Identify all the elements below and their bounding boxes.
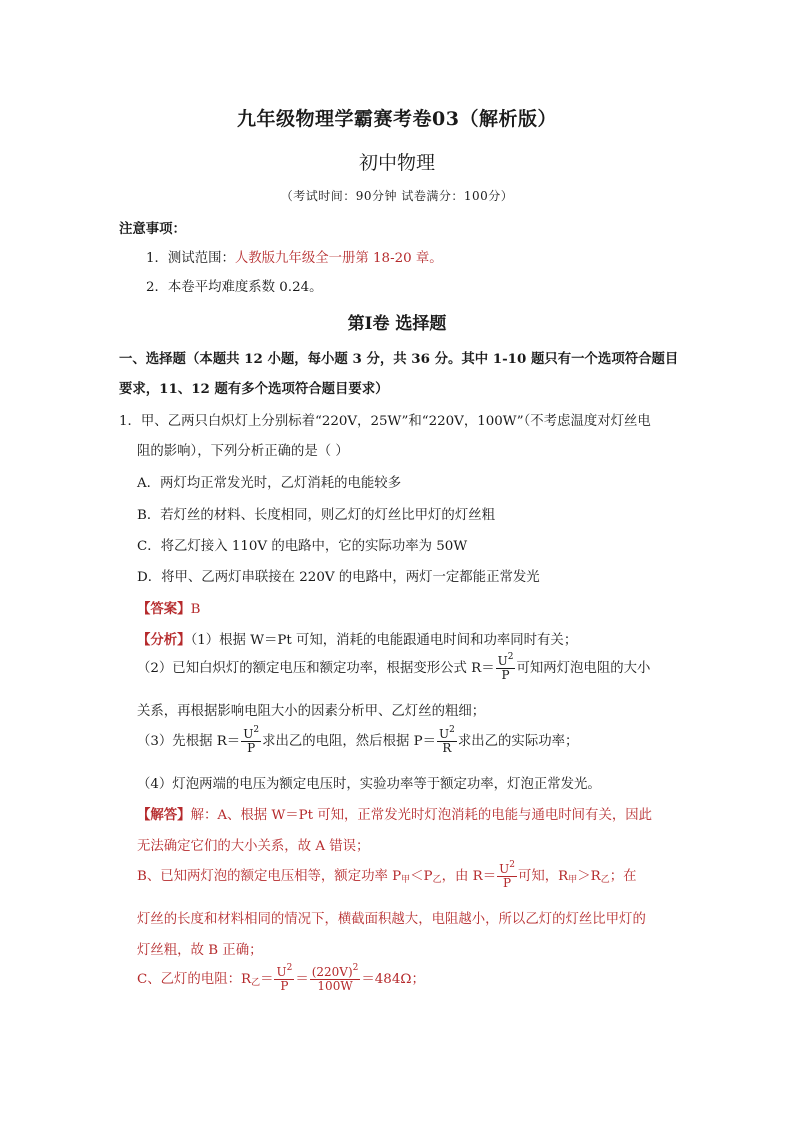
formula-p: P — [247, 741, 256, 755]
analysis-line-2 — [137, 652, 651, 682]
answer-label: 【答案】 — [137, 601, 191, 617]
formula-u: U — [276, 965, 287, 979]
analysis-label: 【分析】 — [137, 632, 191, 648]
notes-item-1-range: 人教版九年级全一册第 18-20 章。 — [234, 251, 443, 266]
subscript-jia: 甲 — [568, 875, 578, 885]
analysis-point-2-post: 可知两灯泡电阻的大小 — [516, 661, 651, 676]
solution-b-pre: B、已知两灯泡的额定电压相等，额定功率 P — [137, 869, 402, 884]
formula-exponent: 2 — [352, 963, 359, 973]
solution-c-denominator: 100W — [317, 979, 353, 993]
analysis-line-1 — [137, 629, 577, 648]
analysis-point-3-pre: （3）先根据 R＝ — [137, 734, 241, 749]
notes-item-1 — [146, 247, 443, 266]
analysis-line-3 — [137, 725, 579, 755]
formula-r-fraction-4 — [274, 963, 294, 993]
formula-r-fraction-2 — [241, 725, 261, 755]
analysis-point-3-post: 求出乙的实际功率； — [457, 734, 579, 749]
formula-exponent: 2 — [449, 725, 455, 735]
solution-c-eq-2: ＝ — [295, 972, 309, 987]
question-1-option-d: D．将甲、乙两灯串联接在 220V 的电路中，两灯一定都能正常发光 — [137, 570, 540, 585]
subscript-yi: 乙 — [600, 875, 610, 885]
solution-c-eq: ＝ — [260, 972, 274, 987]
formula-p: P — [502, 876, 512, 890]
subscript-jia: 甲 — [401, 875, 411, 885]
solution-c-line-1 — [137, 963, 425, 993]
formula-numeric-fraction — [310, 963, 361, 993]
notes-heading: 注意事项： — [119, 221, 186, 237]
formula-p: P — [501, 668, 510, 682]
solution-b-mid: ，由 R＝ — [441, 869, 497, 884]
solution-a-line-1: 解：A、根据 W＝Pt 可知，正常发光时灯泡消耗的电能与通电时间有关，因此 — [190, 808, 653, 823]
section-title: 第Ⅰ卷 选择题 — [347, 314, 447, 334]
formula-exponent: 2 — [253, 725, 260, 735]
formula-p: P — [280, 979, 289, 993]
notes-item-1-prefix: 1．测试范围： — [146, 251, 235, 266]
document-title: 九年级物理学霸赛考卷03（解析版） — [237, 108, 557, 130]
solution-b-gt: ＞R — [577, 869, 601, 884]
formula-u: U — [499, 862, 510, 876]
answer-value: B — [190, 602, 201, 617]
question-1-stem-line-2: 阻的影响），下列分析正确的是（ ） — [137, 444, 349, 459]
analysis-point-2-pre: （2）已知白炽灯的额定电压和额定功率，根据变形公式 R＝ — [137, 661, 495, 676]
formula-r: R — [442, 741, 452, 755]
solution-c-pre: C、乙灯的电阻：R — [137, 972, 252, 987]
solution-line-1 — [137, 804, 652, 823]
solution-c-numerator: (220V) — [311, 965, 353, 979]
section-intro-line-1: 一、选择题（本题共 12 小题，每小题 3 分，共 36 分。其中 1-10 题只有一个选项符合题目 — [119, 351, 679, 367]
document-subtitle: 初中物理 — [358, 152, 435, 174]
section-intro-line-2: 要求，11、12 题有多个选项符合题目要求） — [119, 381, 389, 397]
analysis-line-2-continued: 关系，再根据影响电阻大小的因素分析甲、乙灯丝的粗细； — [137, 704, 486, 719]
formula-exponent: 2 — [286, 963, 293, 973]
solution-b-line-3: 灯丝粗，故 B 正确； — [137, 943, 263, 958]
question-1-option-a: A．两灯均正常发光时，乙灯消耗的电能较多 — [137, 476, 402, 491]
formula-p-fraction — [437, 725, 457, 755]
subscript-yi: 乙 — [432, 875, 442, 885]
formula-exponent: 2 — [507, 652, 514, 662]
formula-r-fraction — [496, 652, 516, 682]
exam-info: （考试时间：90分钟 试卷满分：100分） — [280, 189, 514, 203]
question-1-option-b: B．若灯丝的材料、长度相同，则乙灯的灯丝比甲灯的灯丝粗 — [137, 508, 495, 523]
solution-a-line-2: 无法确定它们的大小关系，故 A 错误； — [137, 839, 370, 854]
solution-b-line-2: 灯丝的长度和材料相同的情况下，横截面积越大，电阻越小，所以乙灯的灯丝比甲灯的 — [137, 912, 646, 927]
formula-exponent: 2 — [509, 860, 515, 870]
question-1-option-c: C．将乙灯接入 110V 的电路中，它的实际功率为 50W — [137, 539, 468, 554]
analysis-point-3-mid: 求出乙的电阻，然后根据 P＝ — [262, 734, 437, 749]
solution-b-lt: ＜P — [410, 869, 433, 884]
solution-b-line-1 — [137, 860, 637, 890]
formula-u: U — [243, 727, 254, 741]
solution-c-result: ＝484Ω； — [361, 972, 425, 987]
solution-b-knows: 可知，R — [517, 869, 569, 884]
solution-label: 【解答】 — [137, 807, 191, 823]
question-1-stem-line-1: 1．甲、乙两只白炽灯上分别标着“220V，25W”和“220V，100W”（不考虑温度对灯丝电 — [119, 414, 651, 429]
formula-r-fraction-3 — [497, 860, 517, 890]
analysis-line-4: （4）灯泡两端的电压为额定电压时，实验功率等于额定功率，灯泡正常发光。 — [137, 777, 601, 792]
analysis-point-1: （1）根据 W＝Pt 可知，消耗的电能跟通电时间和功率同时有关； — [190, 633, 578, 648]
formula-u: U — [439, 727, 450, 741]
formula-u: U — [497, 654, 508, 668]
answer-line — [137, 598, 200, 617]
solution-b-end: ；在 — [609, 869, 637, 884]
subscript-yi: 乙 — [251, 978, 261, 988]
notes-item-2: 2．本卷平均难度系数 0.24。 — [146, 280, 323, 295]
